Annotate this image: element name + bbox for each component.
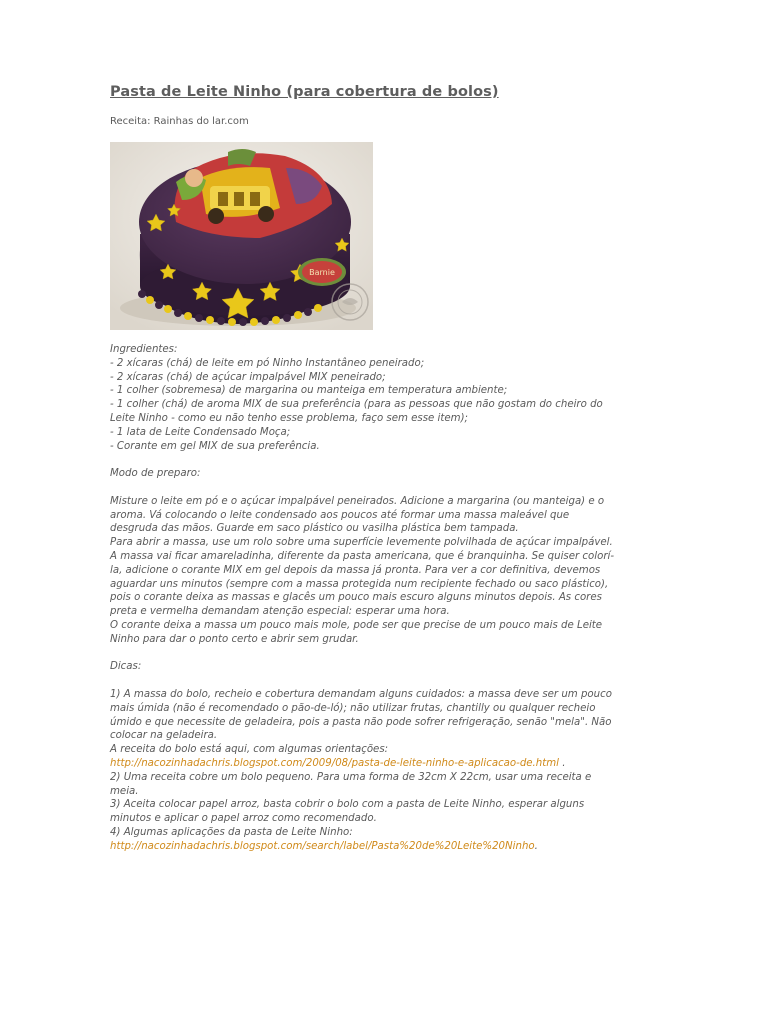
link-suffix: . [559, 757, 566, 769]
tip-line: 4) Algumas aplicações da pasta de Leite Ninho: [110, 826, 353, 838]
ingredients-heading: Ingredientes: [110, 344, 178, 355]
method-line: Misture o leite em pó e o açúcar impalpável peneirados. Adicione a margarina (ou manteiga) e o [110, 495, 605, 507]
tip-line: úmido e que necessite de geladeira, pois a pasta não pode sofrer refrigeração, senão "mela". Não [110, 716, 612, 728]
method-line: desgruda das mãos. Guarde em saco plástico ou vasilha plástica bem tampada. [110, 523, 519, 535]
ingredient-item: - Corante em gel MIX de sua preferência. [110, 440, 320, 452]
tip-link-line [110, 840, 658, 854]
recipe-source: Receita: Rainhas do lar.com [110, 116, 249, 127]
tip-line: colocar na geladeira. [110, 730, 218, 742]
ingredient-item: Leite Ninho - como eu não tenho esse problema, faço sem esse item); [110, 412, 468, 424]
tip-line: 3) Aceita colocar papel arroz, basta cobrir o bolo com a pasta de Leite Ninho, esperar alguns [110, 799, 585, 811]
tip-line: A receita do bolo está aqui, com algumas orientações: [110, 744, 389, 756]
method-line: aroma. Vá colocando o leite condensado aos poucos até formar uma massa maleável que [110, 509, 570, 521]
tip-line: minutos e aplicar o papel arroz como recomendado. [110, 813, 377, 825]
ingredient-item: - 1 colher (chá) de aroma MIX de sua preferência (para as pessoas que não gostam do cheiro do [110, 399, 603, 411]
recipe-body [110, 343, 658, 853]
ingredient-item: - 1 lata de Leite Condensado Moça; [110, 426, 291, 438]
method-line: Para abrir a massa, use um rolo sobre uma superfície levemente polvilhada de açúcar impalpável. [110, 537, 613, 549]
method-line: O corante deixa a massa um pouco mais mole, pode ser que precise de um pouco mais de Leite [110, 619, 603, 631]
cake-recipe-link[interactable]: http://nacozinhadachris.blogspot.com/2009/08/pasta-de-leite-ninho-e-aplicacao-de.html [110, 757, 559, 769]
method-line: A massa vai ficar amareladinha, diferente da pasta americana, que é branquinha. Se quiser colorí- [110, 550, 615, 562]
tip-link-line [110, 757, 658, 771]
cake-photo [110, 142, 373, 330]
method-line: la, adicione o corante MIX em gel depois da massa já pronta. Para ver a cor definitiva, devemos [110, 564, 601, 576]
method-line: pois o corante deixa as massas e glacês um pouco mais escuro alguns minutos depois. As cores [110, 592, 602, 604]
method-line: Ninho para dar o ponto certo e abrir sem grudar. [110, 633, 359, 645]
method-section [110, 495, 658, 647]
tip-line: mais úmida (não é recomendado o pão-de-ló); não utilizar frutas, chantilly ou qualquer recheio [110, 702, 596, 714]
ingredient-item: - 1 colher (sobremesa) de margarina ou manteiga em temperatura ambiente; [110, 385, 508, 397]
tips-heading: Dicas: [110, 661, 142, 673]
page-title: Pasta de Leite Ninho (para cobertura de bolos) [110, 84, 499, 100]
ingredients-section [110, 343, 658, 453]
method-heading: Modo de preparo: [110, 468, 201, 480]
tip-line: 2) Uma receita cobre um bolo pequeno. Para uma forma de 32cm X 22cm, usar uma receita e [110, 771, 592, 783]
applications-link[interactable]: http://nacozinhadachris.blogspot.com/search/label/Pasta%20de%20Leite%20Ninho [110, 840, 535, 852]
link-suffix: . [534, 840, 538, 852]
tips-section [110, 688, 658, 854]
method-line: aguardar uns minutos (sempre com a massa protegida num recipiente fechado ou saco plástico), [110, 578, 609, 590]
tip-line: meia. [110, 785, 139, 797]
ingredient-item: - 2 xícaras (chá) de açúcar impalpável MIX peneirado; [110, 371, 386, 383]
cake-plaque-text: Barnie [309, 268, 335, 277]
tip-line: 1) A massa do bolo, recheio e cobertura demandam alguns cuidados: a massa deve ser um pouco [110, 688, 612, 700]
method-line: preta e vermelha demandam atenção especial: esperar uma hora. [110, 606, 450, 618]
ingredient-item: - 2 xícaras (chá) de leite em pó Ninho Instantâneo peneirado; [110, 357, 425, 369]
